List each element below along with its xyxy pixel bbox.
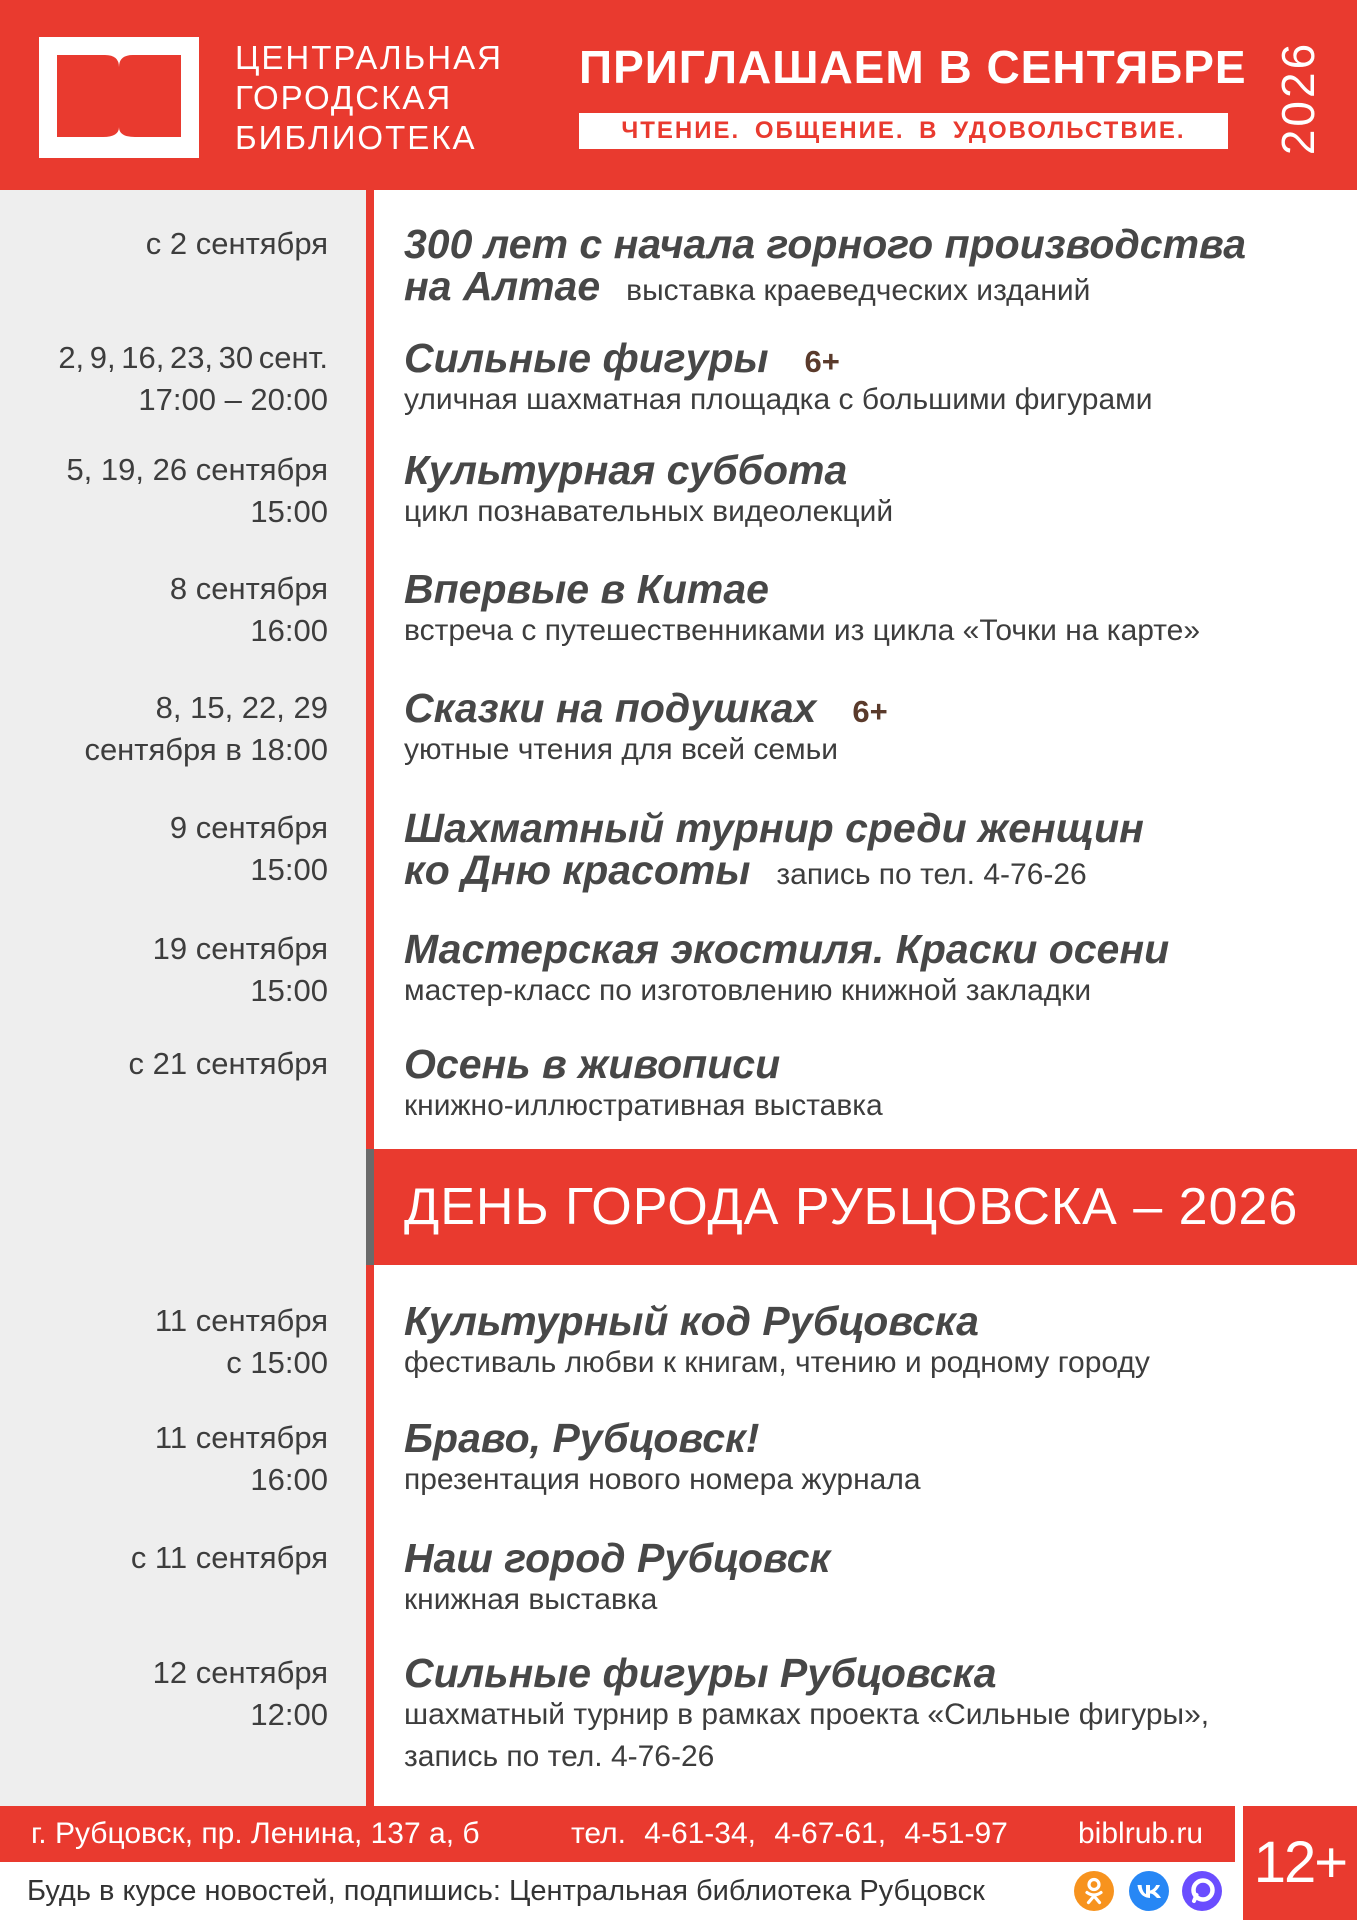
event-date: [0, 1417, 328, 1501]
event-title: Впервые в Китае: [404, 566, 769, 612]
footer-address: г. Рубцовск, пр. Ленина, 137 а, б: [31, 1817, 480, 1850]
event-date: [0, 1043, 328, 1085]
event-date-line: 11 сентября: [154, 1420, 328, 1455]
event-title: Браво, Рубцовск!: [404, 1415, 760, 1461]
city-day-banner-title: ДЕНЬ ГОРОДА РУБЦОВСКА – 2026: [404, 1178, 1299, 1236]
event-details: [404, 1300, 1344, 1384]
event-time-line: 15:00: [250, 852, 328, 887]
event-details: [404, 807, 1344, 891]
event-time-line: сентября в 18:00: [84, 732, 328, 767]
tagline-banner: ЧТЕНИЕ. ОБЩЕНИЕ. В УДОВОЛЬСТВИЕ.: [579, 113, 1228, 149]
event-subtitle: уютные чтения для всей семьи: [404, 733, 839, 766]
event-title: Сильные фигуры: [404, 335, 769, 381]
event-details: [404, 1537, 1344, 1621]
event-details: [404, 928, 1344, 1012]
event-details: [404, 687, 1344, 771]
event-date-line: 8, 15, 22, 29: [155, 690, 328, 725]
event-date: [0, 1652, 328, 1736]
event-title: Шахматный турнир среди женщин: [404, 805, 1144, 851]
event-details: [404, 223, 1344, 307]
event-date-line: 5, 19, 26 сентября: [66, 452, 328, 487]
event-date-line: 19 сентября: [152, 931, 328, 966]
library-name-line: ГОРОДСКАЯ: [235, 79, 453, 116]
event-time-line: с 15:00: [226, 1345, 328, 1380]
odnoklassniki-icon: [1074, 1871, 1114, 1911]
event-title: Культурная суббота: [404, 447, 848, 493]
footer-phones: тел. 4-61-34, 4-67-61, 4-51-97: [571, 1817, 1008, 1850]
event-title: Сильные фигуры Рубцовска: [404, 1650, 997, 1696]
event-date-line: 12 сентября: [152, 1655, 328, 1690]
event-title: 300 лет с начала горного производства: [404, 221, 1247, 267]
event-date: [0, 1537, 328, 1579]
age-badge: 6+: [852, 694, 888, 729]
event-subtitle: запись по тел. 4-76-26: [404, 1740, 715, 1773]
page-title: ПРИГЛАШАЕМ В СЕНТЯБРЕ: [579, 41, 1247, 93]
event-date: [0, 223, 328, 265]
event-details: [404, 1652, 1344, 1778]
library-name-line: ЦЕНТРАЛЬНАЯ: [235, 39, 503, 76]
age-rating-badge: 12+: [1243, 1806, 1357, 1920]
event-time-line: 12:00: [250, 1697, 328, 1732]
event-time-line: 17:00 – 20:00: [138, 382, 328, 417]
footer-contacts: [0, 1806, 1235, 1862]
event-title-line: [404, 687, 1344, 729]
event-title-line: [404, 265, 1344, 307]
event-date: [0, 449, 328, 533]
event-time-line: 16:00: [250, 1462, 328, 1497]
event-date: [0, 687, 328, 771]
subscribe-text: Будь в курсе новостей, подпишись: Центральная библиотека Рубцовск: [27, 1875, 985, 1907]
open-book-logo-icon: [39, 37, 199, 158]
library-name: [235, 38, 503, 158]
event-details: [404, 449, 1344, 533]
event-subtitle: уличная шахматная площадка с большими фигурами: [404, 383, 1153, 416]
event-subtitle: презентация нового номера журнала: [404, 1463, 921, 1496]
event-subtitle: шахматный турнир в рамках проекта «Сильные фигуры»,: [404, 1698, 1210, 1731]
event-title-line: [404, 849, 1344, 891]
event-subtitle: цикл познавательных видеолекций: [404, 495, 894, 528]
event-details: [404, 337, 1344, 421]
event-title: Сказки на подушках: [404, 685, 817, 731]
event-time-line: 15:00: [250, 494, 328, 529]
event-date: [0, 337, 328, 421]
event-date: [0, 568, 328, 652]
event-date-line: с 11 сентября: [130, 1540, 328, 1575]
event-time-line: 16:00: [250, 613, 328, 648]
event-date-line: 9 сентября: [169, 810, 328, 845]
event-title: Осень в живописи: [404, 1041, 781, 1087]
event-details: [404, 568, 1344, 652]
event-date: [0, 928, 328, 1012]
event-date-line: с 21 сентября: [128, 1046, 328, 1081]
event-subtitle: книжно-иллюстративная выставка: [404, 1089, 883, 1122]
event-title-line: [404, 337, 1344, 379]
event-title: ко Дню красоты: [404, 847, 751, 893]
column-divider-segment: [366, 1149, 374, 1265]
event-details: [404, 1417, 1344, 1501]
city-day-banner: [374, 1149, 1357, 1265]
library-name-line: БИБЛИОТЕКА: [235, 119, 477, 156]
event-date-line: 11 сентября: [154, 1303, 328, 1338]
event-title: Мастерская экостиля. Краски осени: [404, 926, 1170, 972]
event-time-line: 15:00: [250, 973, 328, 1008]
event-date: [0, 807, 328, 891]
vk-icon: [1129, 1871, 1169, 1911]
event-title: на Алтае: [404, 263, 601, 309]
event-note: выставка краеведческих изданий: [626, 274, 1091, 307]
column-divider: [366, 190, 374, 1806]
event-title: Культурный код Рубцовска: [404, 1298, 979, 1344]
event-subtitle: фестиваль любви к книгам, чтению и родному городу: [404, 1346, 1150, 1379]
event-date: [0, 1300, 328, 1384]
event-subtitle: книжная выставка: [404, 1583, 658, 1616]
event-subtitle: встреча с путешественниками из цикла «Точки на карте»: [404, 614, 1201, 647]
event-details: [404, 1043, 1344, 1127]
event-date-line: 2, 9, 16, 23, 30 сент.: [58, 340, 328, 375]
event-title: Наш город Рубцовск: [404, 1535, 831, 1581]
event-subtitle: мастер-класс по изготовлению книжной закладки: [404, 974, 1092, 1007]
event-note: запись по тел. 4-76-26: [776, 858, 1087, 891]
max-messenger-icon: [1182, 1871, 1222, 1911]
header: [0, 0, 1357, 190]
year-label: 2026: [1272, 40, 1324, 156]
event-date-line: 8 сентября: [169, 571, 328, 606]
age-badge: 6+: [804, 344, 840, 379]
footer-website: biblrub.ru: [1078, 1817, 1204, 1850]
event-date-line: с 2 сентября: [145, 226, 328, 261]
